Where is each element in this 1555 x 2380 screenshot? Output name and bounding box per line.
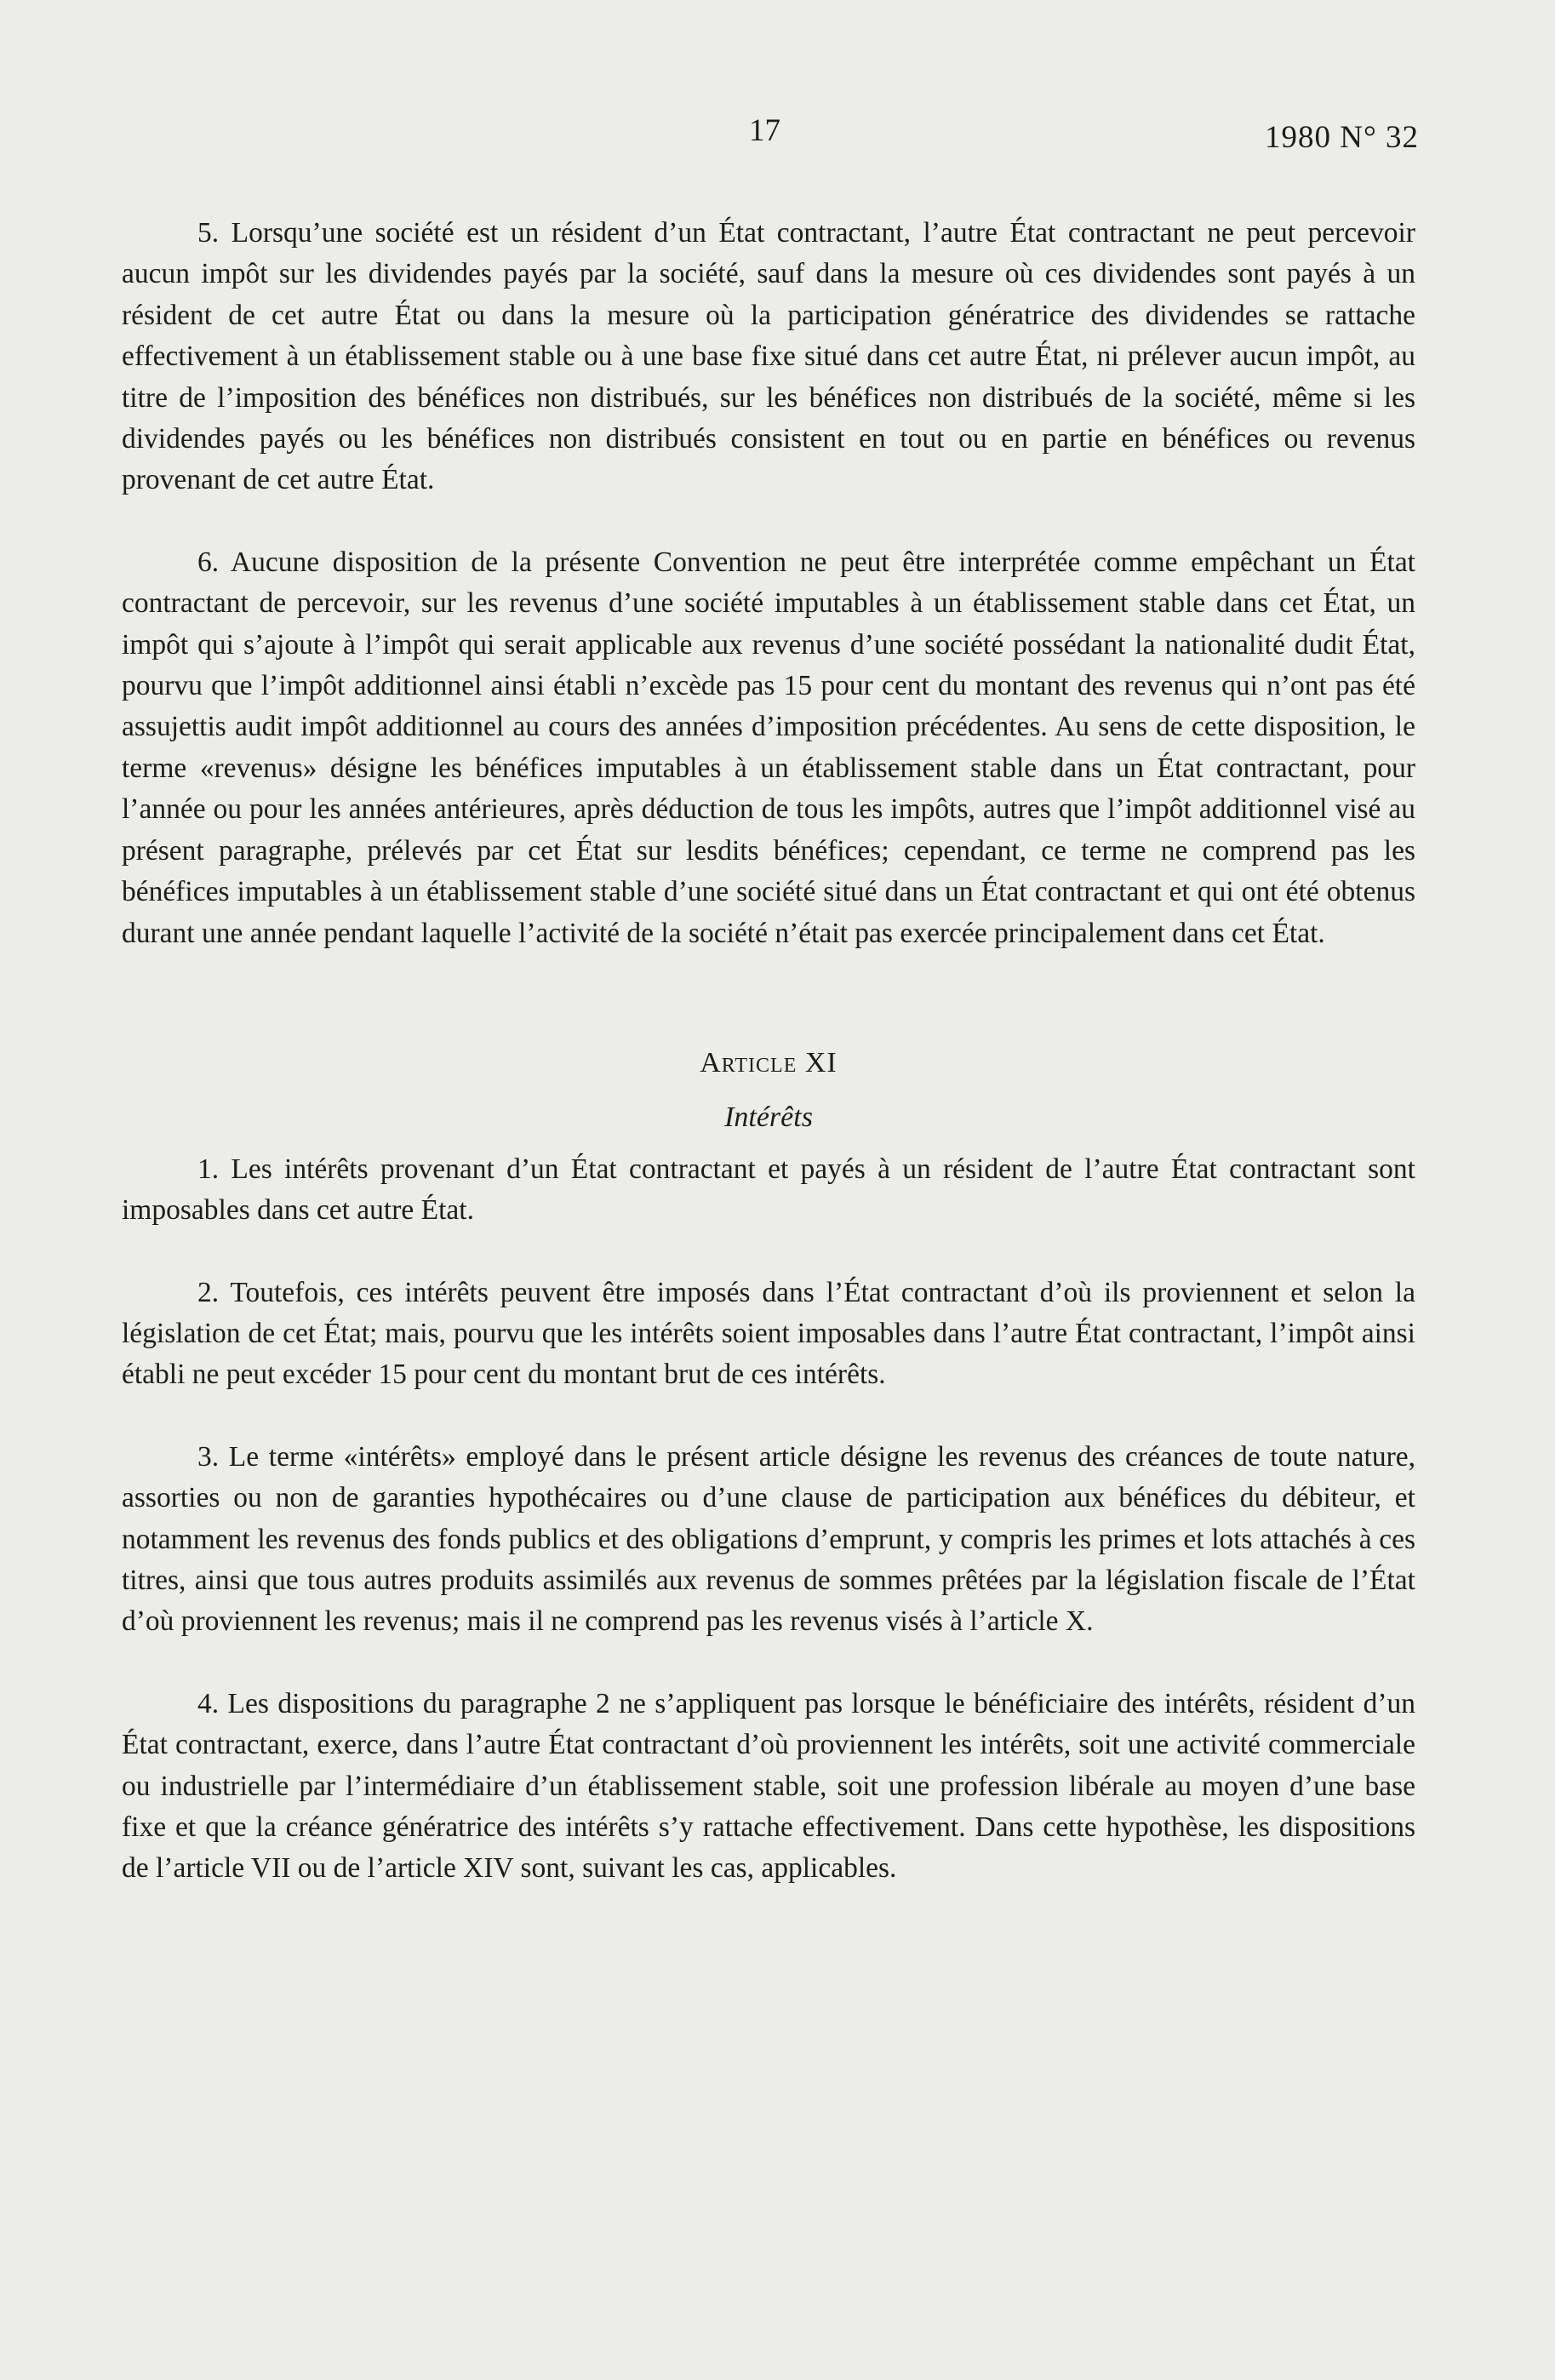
- paragraph-6-dividends: 6. Aucune disposition de la présente Convention ne peut être interprétée comme empêchant un État contractant de percevoir, sur les revenus d’une société imputables à un établissement stable dans cet État, un impôt qui s’ajoute à l’impôt qui serait applicable aux revenus d’une société possédant la nationalité dudit État, pourvu que l’impôt additionnel ainsi établi n’excède pas 15 pour cent du montant des revenus qui n’ont pas été assujettis audit impôt additionnel au cours des années d’imposition précédentes. Au sens de cette disposition, le terme «revenus» désigne les bénéfices imputables à un établissement stable dans un État contractant, pour l’année ou pour les années antérieures, après déduction de tous les impôts, autres que l’impôt additionnel visé au présent paragraphe, prélevés par cet État sur lesdits bénéfices; cependant, ce terme ne comprend pas les bénéfices imputables à un établissement stable d’une société situé dans un État contractant et qui ont été obtenus durant une année pendant laquelle l’activité de la société n’était pas exercée principalement dans cet État.: [122, 546, 1415, 949]
- running-head: 1980 N° 32: [1264, 120, 1419, 155]
- document-body: [122, 213, 1415, 1890]
- article-heading: Article XI: [700, 1046, 838, 1078]
- paragraph-1-interest: 1. Les intérêts provenant d’un État contractant et payés à un résident de l’autre État contractant sont imposables dans cet autre État.: [122, 1153, 1415, 1227]
- paragraph-5-dividends: 5. Lorsqu’une société est un résident d’un État contractant, l’autre État contractant ne peut percevoir aucun impôt sur les dividendes payés par la société, sauf dans la mesure où ces dividendes sont payés à un résident de cet autre État ou dans la mesure où la participation génératrice des dividendes se rattache effectivement à un établissement stable ou à une base fixe situé dans cet autre État, ni prélever aucun impôt, au titre de l’imposition des bénéfices non distribués, sur les bénéfices non distribués de la société, même si les dividendes payés ou les bénéfices non distribués consistent en tout ou en partie en bénéfices ou revenus provenant de cet autre État.: [122, 217, 1415, 496]
- paragraph-4-interest: 4. Les dispositions du paragraphe 2 ne s’appliquent pas lorsque le bénéficiaire des intérêts, résident d’un État contractant, exerce, dans l’autre État contractant d’où proviennent les intérêts, soit une activité commerciale ou industrielle par l’intermédiaire d’un établissement stable, soit une profession libérale au moyen d’une base fixe et que la créance génératrice des intérêts s’y rattache effectivement. Dans cette hypothèse, les dispositions de l’article VII ou de l’article XIV sont, suivant les cas, applicables.: [122, 1687, 1415, 1885]
- paragraph-2-interest: 2. Toutefois, ces intérêts peuvent être imposés dans l’État contractant d’où ils proviennent et selon la législation de cet État; mais, pourvu que les intérêts soient imposables dans l’autre État contractant, l’impôt ainsi établi ne peut excéder 15 pour cent du montant brut de ces intérêts.: [122, 1276, 1415, 1391]
- paragraph-3-interest: 3. Le terme «intérêts» employé dans le présent article désigne les revenus des créances de toute nature, assorties ou non de garanties hypothécaires ou d’une clause de participation aux bénéfices du débiteur, et notamment les revenus des fonds publics et des obligations d’emprunt, y compris les primes et lots attachés à ces titres, ainsi que tous autres produits assimilés aux revenus de sommes prêtées par la législation fiscale de l’État d’où proviennent les revenus; mais il ne comprend pas les revenus visés à l’article X.: [122, 1440, 1415, 1638]
- page-number: 17: [749, 113, 780, 148]
- article-subtitle: Intérêts: [724, 1101, 813, 1134]
